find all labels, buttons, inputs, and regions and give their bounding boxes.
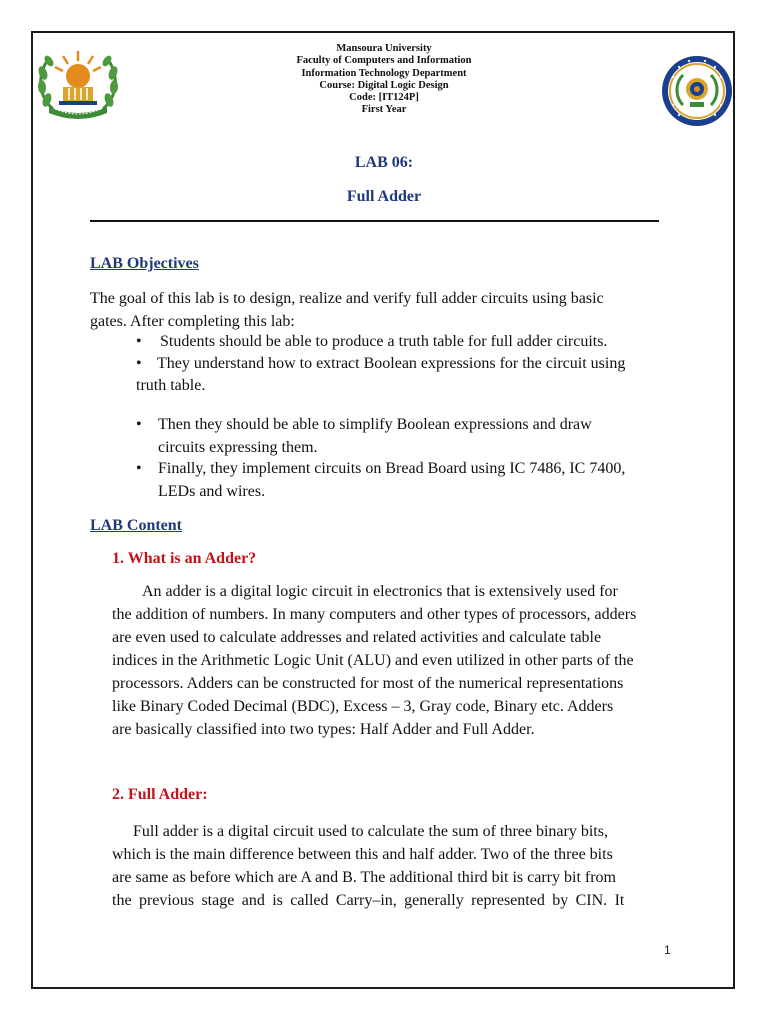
paragraph-line: Full adder is a digital circuit used to calculate the sum of three binary bits, <box>133 823 608 840</box>
section-heading-full-adder: 2. Full Adder: <box>112 786 208 803</box>
bullet-text: LEDs and wires. <box>158 483 266 500</box>
faculty-logo <box>661 55 733 127</box>
course-name: Course: Digital Logic Design <box>319 79 449 91</box>
objective-bullet <box>136 330 676 353</box>
objectives-intro-line: gates. After completing this lab: <box>90 313 295 330</box>
academic-year: First Year <box>361 104 407 116</box>
paragraph-line: are same as before which are A and B. The additional third bit is carry bit from <box>112 869 616 886</box>
bullet-text: Finally, they implement circuits on Bread Board using IC 7486, IC 7400, <box>158 460 626 477</box>
paragraph-line: An adder is a digital logic circuit in electronics that is extensively used for <box>142 583 618 600</box>
objective-bullet <box>136 352 681 375</box>
bullet-icon: • <box>136 355 142 372</box>
bullet-text: Students should be able to produce a truth table for full adder circuits. <box>160 333 608 350</box>
paragraph-line: indices in the Arithmetic Logic Unit (ALU) and even utilized in other parts of the <box>112 652 634 669</box>
bullet-icon: • <box>136 333 142 350</box>
bullet-text: circuits expressing them. <box>158 439 318 456</box>
lab-title: Full Adder <box>346 188 422 205</box>
bullet-icon: • <box>136 416 142 433</box>
mansoura-university-logo <box>33 43 123 125</box>
objectives-intro-line: The goal of this lab is to design, realize and verify full adder circuits using basic <box>90 290 604 307</box>
paragraph-line: are basically classified into two types: Half Adder and Full Adder. <box>112 721 535 738</box>
paragraph-line: which is the main difference between this and half adder. Two of the three bits <box>112 846 613 863</box>
course-code: Code: [IT124P] <box>349 92 419 104</box>
paragraph-line: are even used to calculate addresses and related activities and calculate table <box>112 629 602 646</box>
bullet-text-continuation: truth table. <box>136 377 206 394</box>
paragraph-line: processors. Adders can be constructed for most of the numerical representations <box>112 675 624 692</box>
paragraph-line: the previous stage and is called Carry–in, generally represented by CIN. It <box>112 892 625 909</box>
university-name: Mansoura University <box>336 43 432 54</box>
full-adder-paragraph <box>112 820 680 912</box>
paragraph-line: the addition of numbers. In many computers and other types of processors, adders <box>112 606 637 623</box>
section-heading-what-is-adder: 1. What is an Adder? <box>112 550 257 567</box>
lab-number: LAB 06: <box>354 154 414 171</box>
objective-bullet <box>136 413 676 459</box>
objectives-intro <box>90 287 680 333</box>
paragraph-line: like Binary Coded Decimal (BDC), Excess – 3, Gray code, Binary etc. Adders <box>112 698 614 715</box>
content-heading: LAB Content <box>90 517 183 534</box>
bullet-text: They understand how to extract Boolean expressions for the circuit using <box>157 355 626 372</box>
faculty-name: Faculty of Computers and Information <box>296 55 472 67</box>
adder-paragraph <box>112 580 680 741</box>
header-block <box>200 43 568 117</box>
bullet-text: Then they should be able to simplify Boolean expressions and draw <box>158 416 592 433</box>
page-number: 1 <box>664 943 671 957</box>
department-name: Information Technology Department <box>301 67 467 79</box>
title-divider <box>90 220 659 222</box>
bullet-icon: • <box>136 460 142 477</box>
objective-bullet <box>136 457 681 503</box>
objectives-heading: LAB Objectives <box>90 255 199 272</box>
